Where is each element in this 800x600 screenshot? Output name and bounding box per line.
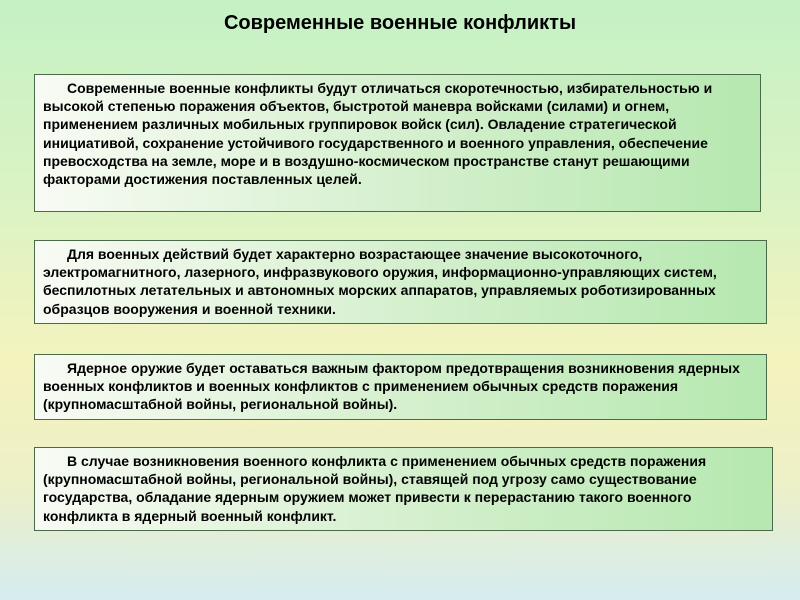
slide-title: Современные военные конфликты: [223, 12, 577, 34]
paragraph-precision-weapons: Для военных действий будет характерно возрастающее значение высокоточного, электромагнитного, лазерного, инфразвукового оружия, информационно-управляющих систем, беспилотных летательных и автономных морских аппаратов, управляемых роботизированных образцов вооружения и военной техники.: [43, 246, 717, 317]
paragraph-nuclear-escalation: В случае возникновения военного конфликта с применением обычных средств поражения (крупномасштабной войны, региональной войны), ставящей под угрозу само существование государства, обладание ядерным оружием может привести к перерастанию такого военного конфликта в ядерный военный конфликт.: [43, 453, 707, 524]
text-box-nuclear-escalation: [34, 447, 773, 531]
text-box-precision-weapons: [34, 240, 767, 324]
paragraph-nuclear-deterrence: Ядерное оружие будет оставаться важным фактором предотвращения возникновения ядерных военных конфликтов и военных конфликтов с применением обычных средств поражения (крупномасштабной войны, региональной войны).: [43, 360, 740, 413]
paragraph-short-conflicts: Современные военные конфликты будут отличаться скоротечностью, избирательностью и высокой степенью поражения объектов, быстротой маневра войсками (силами) и огнем, применением различных мобильных группировок войск (сил). Овладение стратегической инициативой, сохранение устойчивого государственного и военного управления, обеспечение превосходства на земле, море и в воздушно-космическом пространстве станут решающими факторами достижения поставленных целей.: [43, 80, 713, 188]
text-box-nuclear-deterrence: [34, 354, 767, 420]
text-box-short-conflicts: [34, 74, 761, 212]
